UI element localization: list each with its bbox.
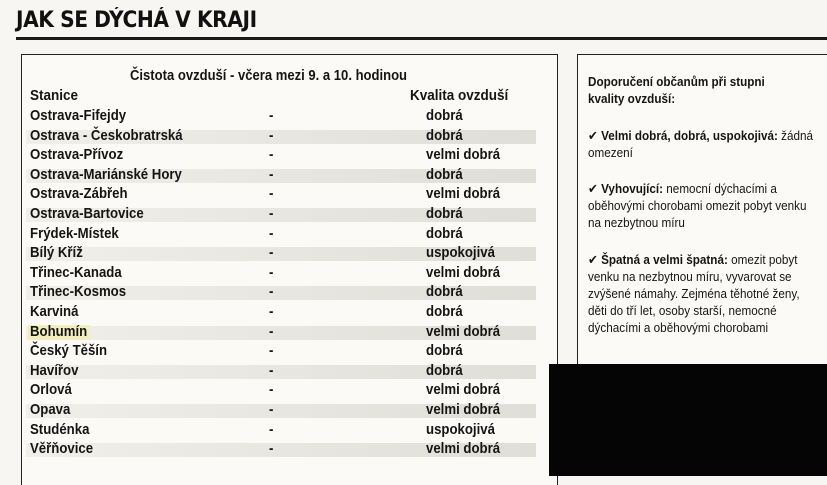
station-name: Ostrava-Mariánské Hory <box>30 165 182 183</box>
table-row <box>22 166 557 186</box>
table-row <box>22 244 557 264</box>
quality-value: dobrá <box>426 283 463 301</box>
air-quality-table <box>21 54 558 485</box>
separator-dash: - <box>269 263 274 281</box>
recommendation-label: Velmi dobrá, dobrá, uspokojivá: <box>601 128 782 143</box>
separator-dash: - <box>269 283 274 301</box>
station-name: Frýdek-Místek <box>30 224 119 242</box>
table-row <box>22 146 557 166</box>
station-name: Ostrava - Českobratrská <box>30 126 183 144</box>
separator-dash: - <box>269 165 274 183</box>
dark-area <box>549 364 827 476</box>
station-name: Bohumín <box>30 322 88 340</box>
checkmark-icon: ✔ <box>588 128 602 143</box>
column-header-quality: Kvalita ovzduší <box>410 87 509 104</box>
quality-value: dobrá <box>426 204 463 222</box>
station-name: Třinec-Kosmos <box>30 283 127 301</box>
quality-value: velmi dobrá <box>426 146 501 164</box>
station-name: Studénka <box>30 420 90 438</box>
separator-dash: - <box>269 204 274 222</box>
recommendation-item <box>588 251 817 336</box>
recommendation-item <box>588 180 817 231</box>
quality-value: uspokojivá <box>426 420 495 438</box>
column-header-station: Stanice <box>30 87 79 104</box>
separator-dash: - <box>269 381 274 399</box>
recommendation-text: žádná omezení <box>588 128 814 160</box>
station-name: Havířov <box>30 361 79 379</box>
separator-dash: - <box>269 224 274 242</box>
checkmark-icon: ✔ <box>588 181 602 196</box>
table-row <box>22 205 557 225</box>
quality-value: velmi dobrá <box>426 263 501 281</box>
recommendations-title: Doporučení občanům při stupni kvality ovzduší: <box>588 74 765 106</box>
quality-value: dobrá <box>426 107 463 124</box>
separator-dash: - <box>269 420 274 438</box>
table-row <box>22 107 557 127</box>
quality-value: velmi dobrá <box>426 381 501 399</box>
station-name: Ostrava-Fifejdy <box>30 107 127 124</box>
table-row <box>22 381 557 401</box>
table-row <box>22 127 557 147</box>
table-row <box>22 283 557 303</box>
quality-value: dobrá <box>426 126 463 144</box>
table-row <box>22 421 557 441</box>
station-name: Orlová <box>30 381 72 399</box>
separator-dash: - <box>269 107 274 124</box>
quality-value: dobrá <box>426 165 463 183</box>
separator-dash: - <box>269 302 274 320</box>
recommendation-item <box>588 127 817 161</box>
separator-dash: - <box>269 322 274 340</box>
station-name: Ostrava-Zábřeh <box>30 185 128 203</box>
table-rows <box>22 107 557 460</box>
separator-dash: - <box>269 185 274 203</box>
table-row <box>22 323 557 343</box>
quality-value: velmi dobrá <box>426 400 501 418</box>
headline: JAK SE DÝCHÁ V KRAJI <box>16 8 257 33</box>
quality-value: dobrá <box>426 361 463 379</box>
separator-dash: - <box>269 440 274 458</box>
table-row <box>22 185 557 205</box>
table-row <box>22 362 557 382</box>
quality-value: dobrá <box>426 224 463 242</box>
checkmark-icon: ✔ <box>588 252 602 267</box>
recommendation-label: Špatná a velmi špatná: <box>601 252 732 267</box>
headline-rule <box>16 37 827 40</box>
station-name: Opava <box>30 400 71 418</box>
table-row <box>22 342 557 362</box>
separator-dash: - <box>269 361 274 379</box>
separator-dash: - <box>269 342 274 360</box>
recommendations-box <box>577 54 827 365</box>
quality-value: velmi dobrá <box>426 322 501 340</box>
table-row <box>22 440 557 460</box>
separator-dash: - <box>269 126 274 144</box>
station-name: Ostrava-Přívoz <box>30 146 124 164</box>
separator-dash: - <box>269 400 274 418</box>
table-row <box>22 401 557 421</box>
station-name: Karviná <box>30 302 79 320</box>
separator-dash: - <box>269 146 274 164</box>
table-title: Čistota ovzduší - včera mezi 9. a 10. hodinou <box>130 68 408 84</box>
station-name: Třinec-Kanada <box>30 263 122 281</box>
quality-value: dobrá <box>426 342 463 360</box>
quality-value: dobrá <box>426 302 463 320</box>
table-row <box>22 264 557 284</box>
recommendation-text: nemocní dýchacími a oběhovými chorobami omezit pobyt venku na nezbytnou míru <box>588 181 807 230</box>
quality-value: velmi dobrá <box>426 440 501 458</box>
station-name: Bílý Kříž <box>30 244 83 262</box>
recommendation-text: omezit pobyt venku na nezbytnou míru, vyvarovat se zvýšené námahy. Zejména těhotné ženy, děti do tří let, osoby starší, nemocné dýchacími a oběhovými chorobami <box>588 252 800 335</box>
recommendation-label: Vyhovující: <box>601 181 667 196</box>
station-name: Český Těšín <box>30 342 108 360</box>
table-row <box>22 303 557 323</box>
separator-dash: - <box>269 244 274 262</box>
table-row <box>22 225 557 245</box>
quality-value: uspokojivá <box>426 244 495 262</box>
station-name: Ostrava-Bartovice <box>30 204 144 222</box>
quality-value: velmi dobrá <box>426 185 501 203</box>
station-name: Věřňovice <box>30 440 94 458</box>
